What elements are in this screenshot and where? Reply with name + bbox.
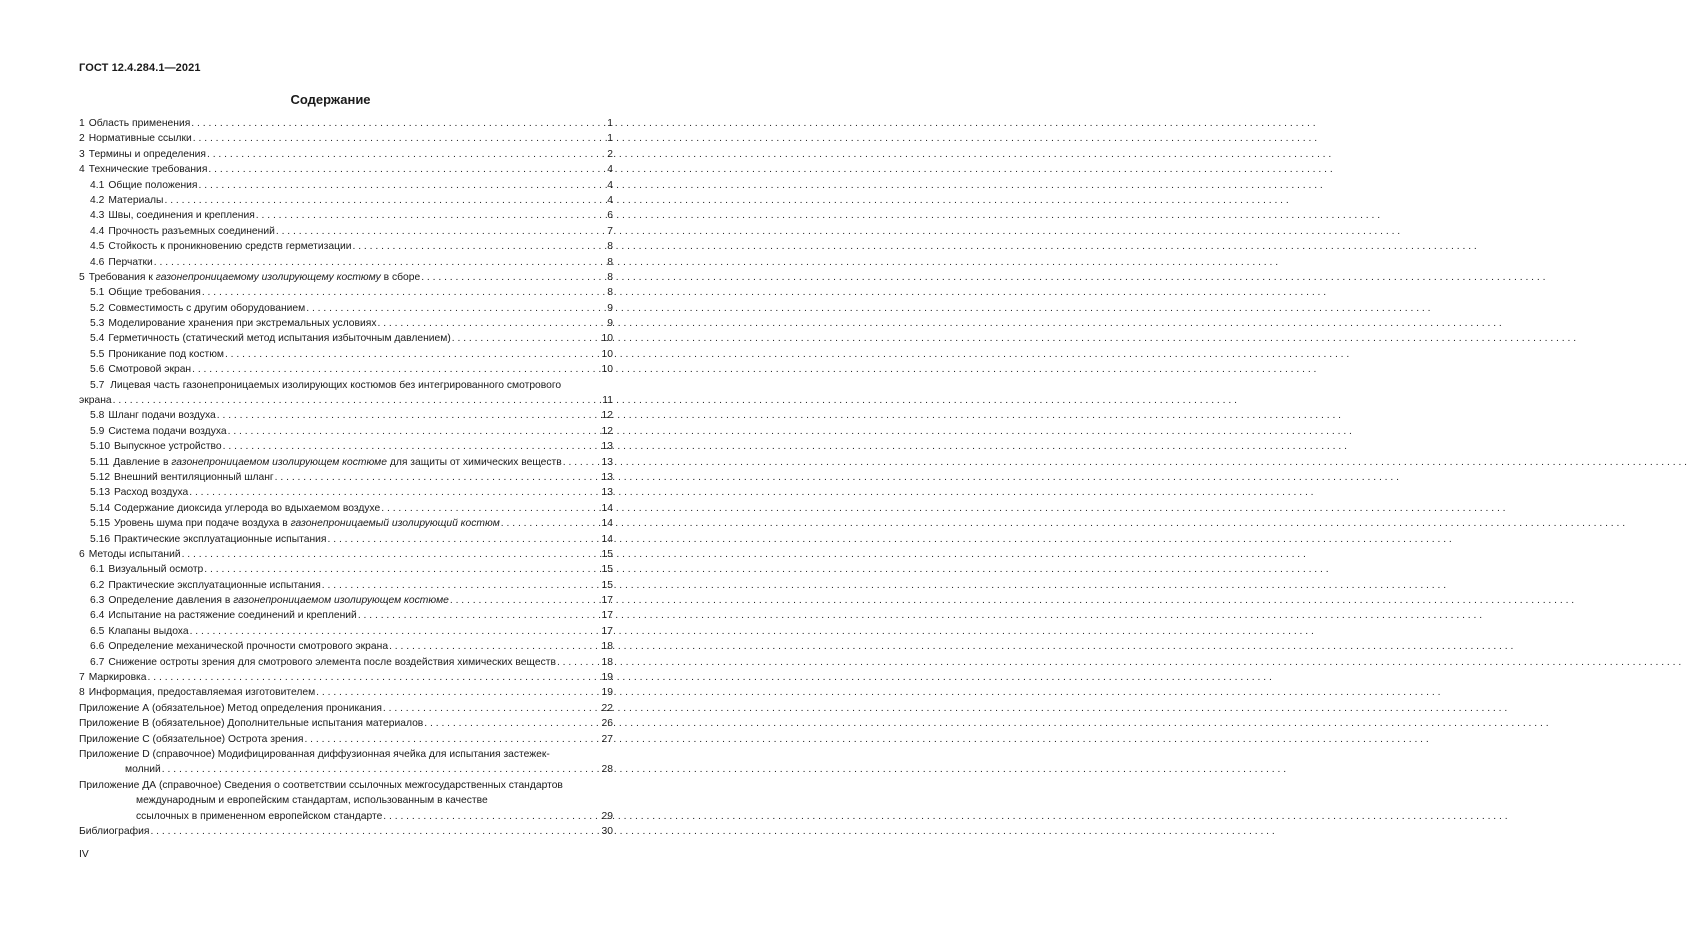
document-id: ГОСТ 12.4.284.1—2021 xyxy=(79,62,201,74)
toc-entry-6-3[interactable]: 6.3 Определение давления в газонепроницаемом изолирующем костюме . . . 17 xyxy=(79,593,613,608)
toc-entry-7[interactable]: 7 Маркировка . . . 19 xyxy=(79,670,613,685)
toc-entry-5-10[interactable]: 5.10 Выпускное устройство . . . 13 xyxy=(79,439,613,454)
toc-entry-appendix-c[interactable]: Приложение С (обязательное) Острота зрения . . . 27 xyxy=(79,732,613,747)
toc-entry-5[interactable]: 5 Требования к газонепроницаемому изолирующему костюму в сборе . . . 8 xyxy=(79,270,613,285)
toc-entry-6-4[interactable]: 6.4 Испытание на растяжение соединений и креплений . . . 17 xyxy=(79,609,613,624)
toc-entry-6-7[interactable]: 6.7 Снижение остроты зрения для смотрового элемента после воздействия химических веществ . . . 18 xyxy=(79,655,613,670)
toc-entry-4-4[interactable]: 4.4 Прочность разъемных соединений . . . 7 xyxy=(79,224,613,239)
toc-entry-4-5[interactable]: 4.5 Стойкость к проникновению средств герметизации . . . 8 xyxy=(79,239,613,254)
toc-entry-4-1[interactable]: 4.1 Общие положения . . . 4 xyxy=(79,178,613,193)
toc-entry-5-9[interactable]: 5.9 Система подачи воздуха . . . 12 xyxy=(79,424,613,439)
toc-entry-6-1[interactable]: 6.1 Визуальный осмотр . . . 15 xyxy=(79,562,613,577)
toc-entry-5-15[interactable]: 5.15 Уровень шума при подаче воздуха в газонепроницаемый изолирующий костюм . . . 14 xyxy=(79,516,613,531)
toc-entry-5-8[interactable]: 5.8 Шланг подачи воздуха . . . 12 xyxy=(79,408,613,423)
toc-entry-3[interactable]: 3 Термины и определения . . . 2 xyxy=(79,147,613,162)
toc-entry-4-3[interactable]: 4.3 Швы, соединения и крепления . . . 6 xyxy=(79,208,613,223)
toc-entry-5-2[interactable]: 5.2 Совместимость с другим оборудованием . . . 9 xyxy=(79,301,613,316)
toc-entry-5-14[interactable]: 5.14 Содержание диоксида углерода во вдыхаемом воздухе . . . 14 xyxy=(79,501,613,516)
toc-entry-appendix-da[interactable]: Приложение ДА (справочное) Сведения о соответствии ссылочных межгосударственных стандартов международным и европейским стандартам, использованным в качестве ссылочных в примененном европейском стандарте . . . 29 xyxy=(79,778,613,824)
toc-entry-appendix-d[interactable]: Приложение D (справочное) Модифицированная диффузионная ячейка для испытания застежек- молний . . . 28 xyxy=(79,747,613,778)
toc-entry-5-1[interactable]: 5.1 Общие требования . . . 8 xyxy=(79,285,613,300)
document-page xyxy=(0,0,661,935)
table-of-contents xyxy=(79,116,613,839)
toc-entry-4[interactable]: 4 Технические требования . . . 4 xyxy=(79,162,613,177)
toc-entry-8[interactable]: 8 Информация, предоставляемая изготовителем . . . 19 xyxy=(79,685,613,700)
toc-entry-5-4[interactable]: 5.4 Герметичность (статический метод испытания избыточным давлением) . . . 10 xyxy=(79,331,613,346)
toc-title: Содержание xyxy=(290,92,371,107)
toc-entry-4-6[interactable]: 4.6 Перчатки . . . 8 xyxy=(79,255,613,270)
toc-entry-5-12[interactable]: 5.12 Внешний вентиляционный шланг . . . 13 xyxy=(79,470,613,485)
toc-entry-appendix-a[interactable]: Приложение А (обязательное) Метод определения проникания . . . 22 xyxy=(79,701,613,716)
toc-entry-6-2[interactable]: 6.2 Практические эксплуатационные испытания . . . 15 xyxy=(79,578,613,593)
toc-entry-4-2[interactable]: 4.2 Материалы . . . 4 xyxy=(79,193,613,208)
toc-entry-5-6[interactable]: 5.6 Смотровой экран . . . 10 xyxy=(79,362,613,377)
toc-entry-6-5[interactable]: 6.5 Клапаны выдоха . . . 17 xyxy=(79,624,613,639)
toc-entry-5-13[interactable]: 5.13 Расход воздуха . . . 13 xyxy=(79,485,613,500)
toc-entry-1[interactable]: 1 Область применения . . . 1 xyxy=(79,116,613,131)
toc-entry-5-16[interactable]: 5.16 Практические эксплуатационные испытания . . . 14 xyxy=(79,532,613,547)
toc-entry-6-6[interactable]: 6.6 Определение механической прочности смотрового экрана . . . 18 xyxy=(79,639,613,654)
toc-entry-bibliography[interactable]: Библиография . . . 30 xyxy=(79,824,613,839)
toc-entry-2[interactable]: 2 Нормативные ссылки . . . 1 xyxy=(79,131,613,146)
toc-entry-5-11[interactable]: 5.11 Давление в газонепроницаемом изолирующем костюме для защиты от химических веществ . . . 13 xyxy=(79,455,613,470)
toc-entry-5-7[interactable]: 5.7 Лицевая часть газонепроницаемых изолирующих костюмов без интегрированного смотрового экрана . . . 11 xyxy=(79,378,613,409)
toc-entry-5-3[interactable]: 5.3 Моделирование хранения при экстремальных условиях . . . 9 xyxy=(79,316,613,331)
toc-entry-6[interactable]: 6 Методы испытаний . . . 15 xyxy=(79,547,613,562)
toc-entry-5-5[interactable]: 5.5 Проникание под костюм . . . 10 xyxy=(79,347,613,362)
toc-entry-appendix-b[interactable]: Приложение В (обязательное) Дополнительные испытания материалов . . . 26 xyxy=(79,716,613,731)
page-number: IV xyxy=(79,849,89,860)
